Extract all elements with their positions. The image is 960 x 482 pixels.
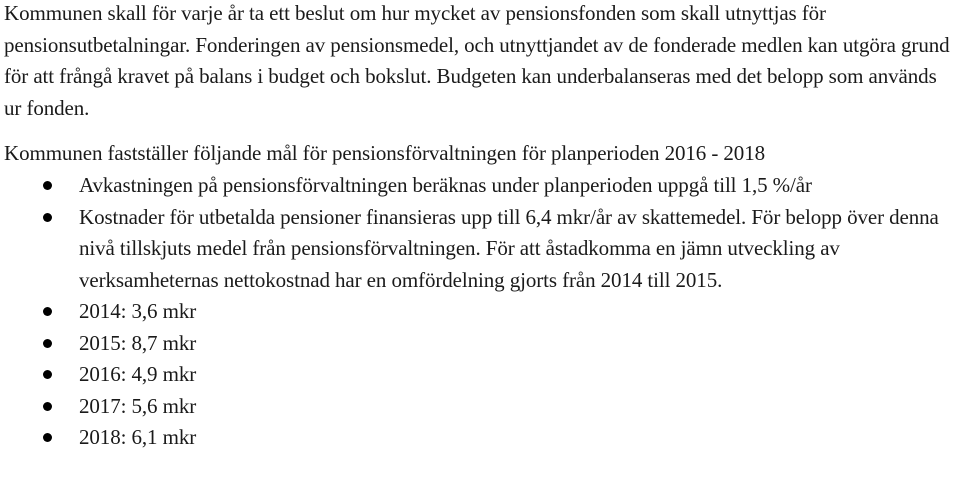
paragraph-pension-fund-decision: Kommunen skall för varje år ta ett beslut om hur mycket av pensionsfonden som skall utnyttjas för pensionsutbetalningar. Fonderingen av pensionsmedel, och utnyttjandet av de fonderade medlen kan utgöra grund för att frångå kravet på balans i budget och bokslut. Budgeten kan underbalanseras med det belopp som används ur fonden.	[4, 1, 950, 120]
list-item-return-goal	[0, 170, 949, 202]
list-item-text: 2018: 6,1 mkr	[79, 425, 197, 449]
list-item-text: 2014: 3,6 mkr	[79, 299, 197, 323]
bullet-icon	[43, 402, 52, 411]
list-item-year-2015	[0, 328, 949, 360]
list-item-text: Kostnader för utbetalda pensioner finansieras upp till 6,4 mkr/år av skattemedel. För belopp över denna nivå tillskjuts medel från pensionsförvaltningen. För att åstadkomma en jämn utveckling av verksamheternas nettokostnad har en omfördelning gjorts från 2014 till 2015.	[79, 204, 939, 292]
bullet-icon	[43, 370, 52, 379]
bullet-icon	[43, 433, 52, 442]
bullet-icon	[43, 307, 52, 316]
list-item-text: 2017: 5,6 mkr	[79, 393, 197, 418]
list-item-cost-financing	[0, 202, 949, 297]
list-item-text: 2016: 4,9 mkr	[79, 362, 197, 386]
list-item-year-2016	[0, 359, 949, 391]
list-item-text: Avkastningen på pensionsförvaltningen beräknas under planperioden uppgå till 1,5 %/år	[79, 173, 812, 197]
pension-goals-list	[0, 170, 960, 454]
list-item-text: 2015: 8,7 mkr	[79, 330, 197, 355]
bullet-icon	[43, 339, 52, 348]
bullet-icon	[43, 181, 52, 190]
list-item-year-2017	[0, 391, 949, 423]
bullet-icon	[43, 213, 52, 222]
list-item-year-2018	[0, 422, 949, 454]
paragraph-pension-goals-intro: Kommunen fastställer följande mål för pensionsförvaltningen för planperioden 2016 - 2018	[4, 141, 766, 165]
list-item-year-2014	[0, 296, 949, 328]
